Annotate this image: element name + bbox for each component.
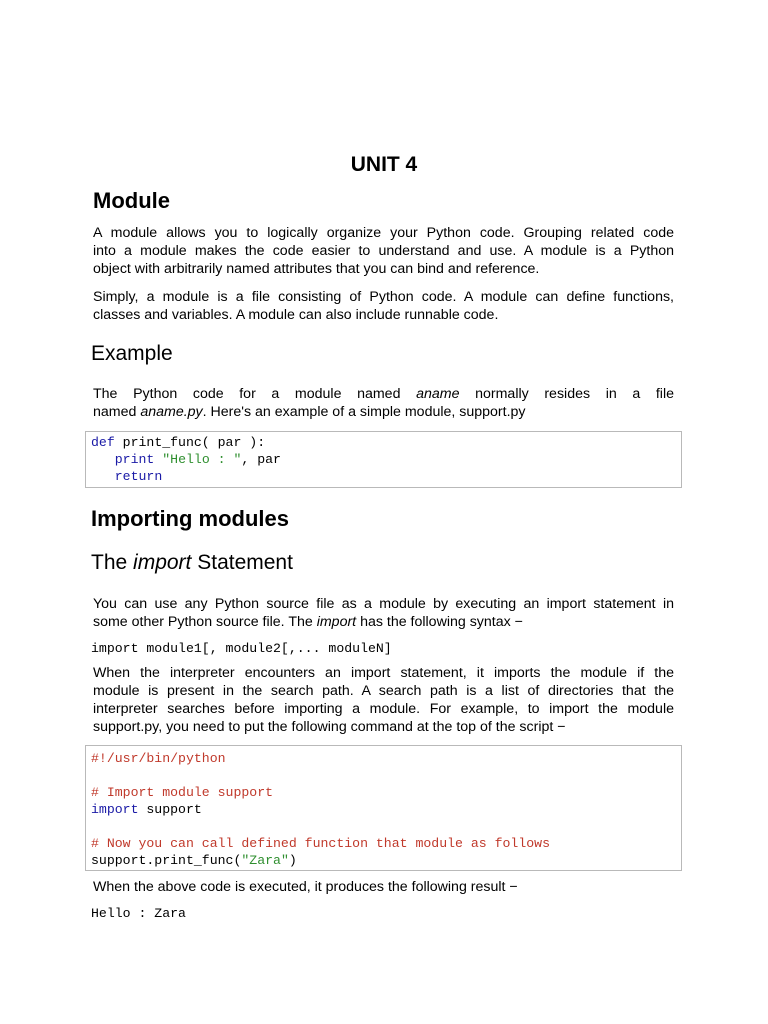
code-keyword: def bbox=[91, 435, 115, 450]
import-syntax: import module1[, module2[,... moduleN] bbox=[91, 641, 392, 656]
italic-keyword: import bbox=[316, 614, 357, 630]
module-paragraph-1 bbox=[93, 224, 674, 278]
code-text: print_func( par ): bbox=[114, 435, 266, 450]
text-span: normally resides in a file bbox=[459, 386, 675, 402]
text-span: The bbox=[91, 551, 134, 574]
import-paragraph-2 bbox=[93, 664, 674, 736]
import-paragraph-1 bbox=[93, 595, 674, 631]
unit-title: UNIT 4 bbox=[350, 153, 418, 176]
code-shebang: #!/usr/bin/python bbox=[91, 751, 226, 766]
text-span: named bbox=[93, 404, 141, 420]
example-code-block bbox=[85, 431, 682, 488]
example-heading: Example bbox=[91, 342, 173, 365]
text-span: The Python code for a module named bbox=[93, 386, 417, 402]
text-line: A module allows you to logically organize your Python code. Grouping related code bbox=[93, 225, 674, 241]
text-line: When the interpreter encounters an import statement, it imports the module if the bbox=[93, 665, 674, 681]
text-line bbox=[93, 403, 674, 421]
importing-heading: Importing modules bbox=[91, 506, 289, 531]
text-span: . Here's an example of a simple module, support.py bbox=[202, 404, 526, 420]
code-keyword: return bbox=[114, 469, 163, 484]
code-listing bbox=[91, 750, 681, 869]
italic-filename: aname.py bbox=[140, 404, 203, 420]
code-text: support.print_func( bbox=[91, 853, 242, 868]
program-output: Hello : Zara bbox=[91, 906, 186, 921]
text-line bbox=[93, 613, 674, 631]
text-span: some other Python source file. The bbox=[93, 614, 317, 630]
italic-filename: aname bbox=[416, 386, 460, 402]
code-indent bbox=[91, 469, 115, 484]
text-line: module is present in the search path. A search path is a list of directories that the bbox=[93, 683, 674, 699]
code-indent bbox=[91, 452, 115, 467]
result-paragraph bbox=[93, 878, 674, 896]
italic-keyword: import bbox=[133, 551, 192, 574]
code-comment: # Now you can call defined function that module as follows bbox=[91, 836, 550, 851]
code-keyword: print bbox=[114, 452, 155, 467]
import-code-block bbox=[85, 745, 682, 871]
text-line: object with arbitrarily named attributes that you can bind and reference. bbox=[93, 261, 540, 277]
text-line bbox=[93, 385, 674, 403]
example-paragraph bbox=[93, 385, 674, 421]
code-text: support bbox=[138, 802, 202, 817]
code-keyword: import bbox=[91, 802, 139, 817]
import-statement-heading bbox=[91, 551, 293, 575]
code-comment: # Import module support bbox=[91, 785, 274, 800]
text-line: You can use any Python source file as a module by executing an import statement in bbox=[93, 596, 674, 612]
code-text: ) bbox=[288, 853, 297, 868]
code-text: , par bbox=[241, 452, 281, 467]
text-line: Simply, a module is a file consisting of Python code. A module can define functions, bbox=[93, 289, 674, 305]
text-span: Statement bbox=[191, 551, 293, 574]
module-paragraph-2 bbox=[93, 288, 674, 324]
code-listing bbox=[91, 434, 681, 485]
text-line: interpreter searches before importing a module. For example, to import the module bbox=[93, 701, 674, 717]
module-heading: Module bbox=[93, 188, 170, 213]
text-line: support.py, you need to put the following command at the top of the script − bbox=[93, 719, 566, 735]
text-line: When the above code is executed, it produces the following result − bbox=[93, 879, 518, 895]
code-string: "Zara" bbox=[241, 853, 289, 868]
text-line: classes and variables. A module can also include runnable code. bbox=[93, 307, 499, 323]
text-span: has the following syntax − bbox=[356, 614, 523, 630]
text-line: into a module makes the code easier to understand and use. A module is a Python bbox=[93, 243, 674, 259]
code-string: "Hello : " bbox=[162, 452, 242, 467]
